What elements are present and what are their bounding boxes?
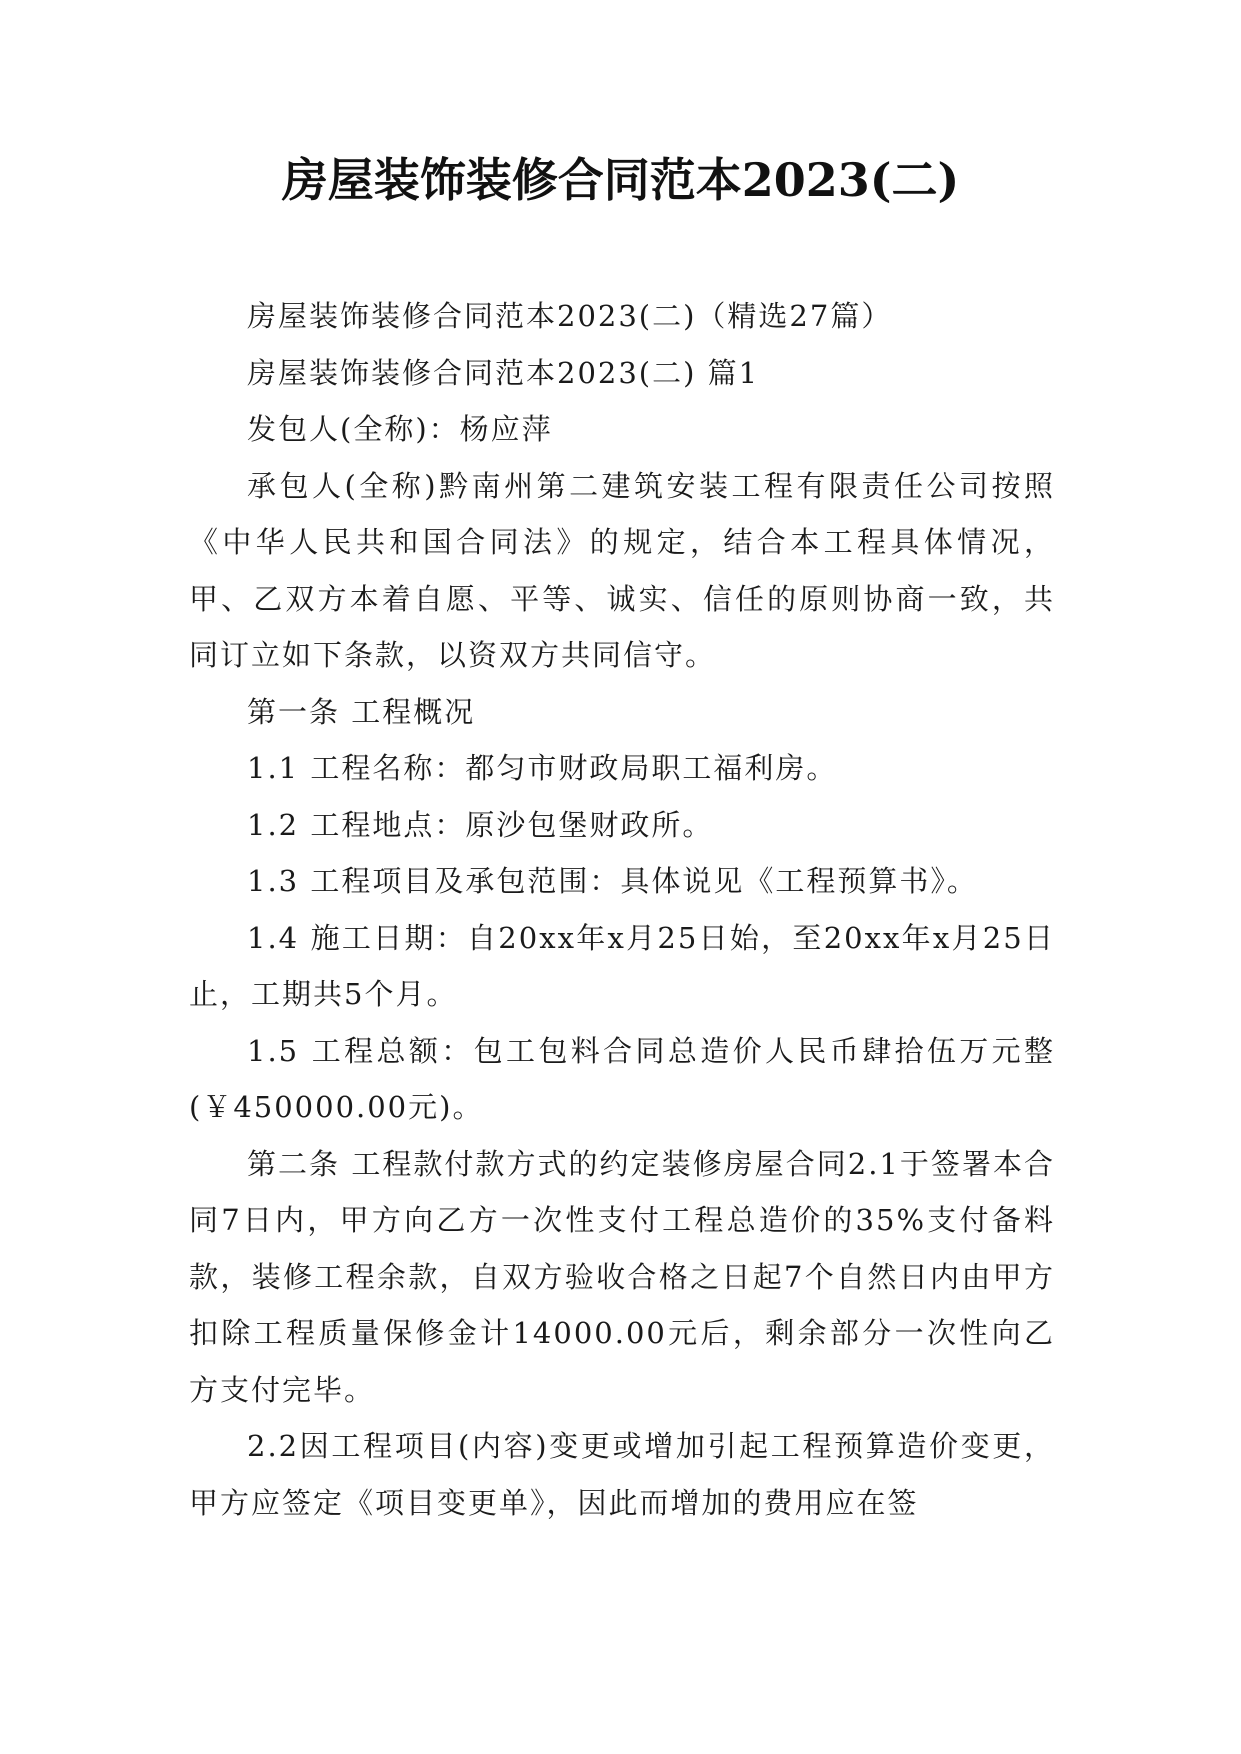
- document-title: 房屋装饰装修合同范本2023(二): [281, 153, 960, 207]
- paragraph-subtitle: 房屋装饰装修合同范本2023(二)（精选27篇）: [247, 299, 893, 333]
- paragraph-clause-2-2: 2.2因工程项目(内容)变更或增加引起工程预算造价变更，甲方应签定《项目变更单》，因此而增加的费用应在签: [189, 1429, 1055, 1520]
- paragraph-employer: 发包人(全称)：杨应萍: [247, 412, 553, 446]
- paragraph-article-1: 第一条 工程概况: [247, 694, 476, 729]
- paragraph-clause-1-1: 1.1 工程名称：都匀市财政局职工福利房。: [247, 751, 838, 785]
- paragraph-clause-1-5: 1.5 工程总额：包工包料合同总造价人民币肆拾伍万元整(￥450000.00元)。: [189, 1033, 1055, 1124]
- paragraph-clause-1-3: 1.3 工程项目及承包范围：具体说见《工程预算书》。: [247, 864, 978, 898]
- document-body: [189, 288, 1055, 1531]
- paragraph-section-heading: 房屋装饰装修合同范本2023(二) 篇1: [247, 355, 760, 390]
- paragraph-article-2: 第二条 工程款付款方式的约定装修房屋合同2.1于签署本合同7日内，甲方向乙方一次性支付工程总造价的35%支付备料款，装修工程余款，自双方验收合格之日起7个自然日内由甲方扣除工程质量保修金计14000.00元后，剩余部分一次性向乙方支付完毕。: [189, 1146, 1055, 1407]
- paragraph-clause-1-4: 1.4 施工日期：自20xx年x月25日始，至20xx年x月25日止，工期共5个月。: [189, 920, 1055, 1011]
- paragraph-clause-1-2: 1.2 工程地点：原沙包堡财政所。: [247, 807, 714, 842]
- paragraph-contractor: 承包人(全称)黔南州第二建筑安装工程有限责任公司按照《中华人民共和国合同法》的规定，结合本工程具体情况，甲、乙双方本着自愿、平等、诚实、信任的原则协商一致，共同订立如下条款，以资双方共同信守。: [189, 468, 1055, 672]
